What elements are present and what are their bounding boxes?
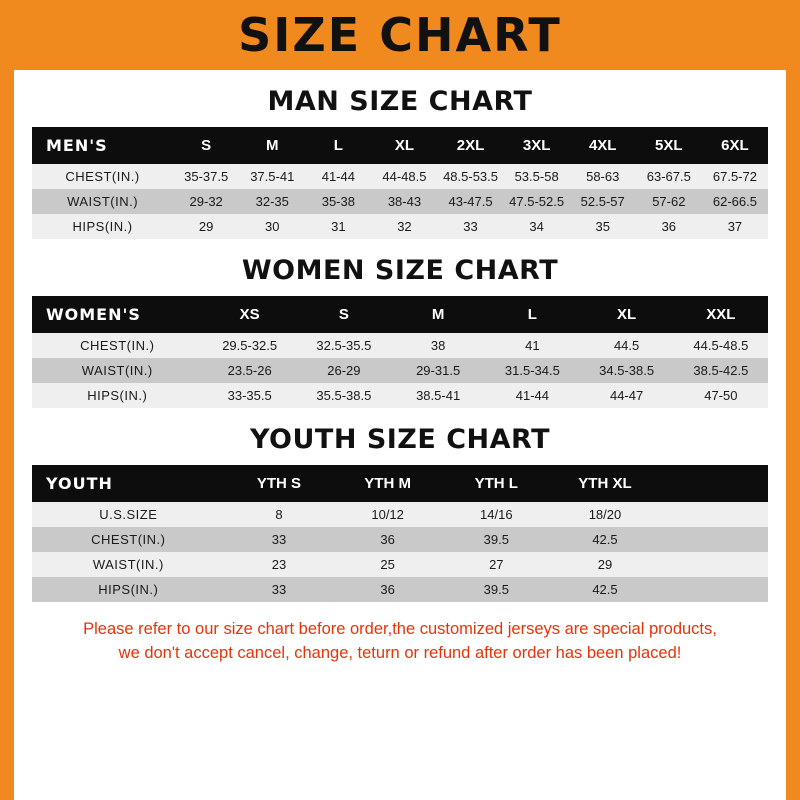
youth-waist-m: 25 [333,552,442,577]
youth-header-spacer [659,465,768,502]
table-row [32,214,768,239]
men-waist-4xl: 52.5-57 [570,189,636,214]
footer-note-line2: we don't accept cancel, change, teturn or refund after order has been placed! [118,643,682,662]
youth-header-xl: YTH XL [551,465,660,502]
men-header-3xl: 3XL [504,127,570,164]
women-size-table [32,296,768,408]
men-hips-l: 31 [305,214,371,239]
men-waist-l: 35-38 [305,189,371,214]
men-waist-5xl: 57-62 [636,189,702,214]
women-chest-s: 32.5-35.5 [297,333,391,358]
youth-chest-label: CHEST(IN.) [32,527,225,552]
women-chest-m: 38 [391,333,485,358]
women-hips-xl: 44-47 [579,383,673,408]
women-header-xl: XL [579,296,673,333]
youth-ussize-xl: 18/20 [551,502,660,527]
youth-hips-l: 39.5 [442,577,551,602]
table-row [32,164,768,189]
men-chest-5xl: 63-67.5 [636,164,702,189]
women-header-label: WOMEN'S [32,296,203,333]
youth-hips-spacer [659,577,768,602]
women-header-xxl: XXL [674,296,768,333]
women-chest-xxl: 44.5-48.5 [674,333,768,358]
women-hips-label: HIPS(IN.) [32,383,203,408]
page-banner [14,0,786,70]
women-chest-l: 41 [485,333,579,358]
men-hips-label: HIPS(IN.) [32,214,173,239]
men-hips-4xl: 35 [570,214,636,239]
youth-ussize-l: 14/16 [442,502,551,527]
women-header-s: S [297,296,391,333]
men-table-header [32,127,768,164]
women-waist-xxl: 38.5-42.5 [674,358,768,383]
men-header-s: S [173,127,239,164]
table-row [32,333,768,358]
footer-note-line1: Please refer to our size chart before order,the customized jerseys are special products, [83,620,717,638]
women-hips-xxl: 47-50 [674,383,768,408]
youth-ussize-spacer [659,502,768,527]
table-header-row [32,465,768,502]
men-chest-s: 35-37.5 [173,164,239,189]
women-header-xs: XS [203,296,297,333]
men-hips-5xl: 36 [636,214,702,239]
youth-chest-spacer [659,527,768,552]
men-waist-6xl: 62-66.5 [702,189,768,214]
men-chest-label: CHEST(IN.) [32,164,173,189]
women-waist-xl: 34.5-38.5 [579,358,673,383]
men-header-label: MEN'S [32,127,173,164]
men-waist-2xl: 43-47.5 [437,189,503,214]
women-table-header [32,296,768,333]
women-waist-s: 26-29 [297,358,391,383]
women-waist-l: 31.5-34.5 [485,358,579,383]
men-header-xl: XL [371,127,437,164]
men-header-2xl: 2XL [437,127,503,164]
youth-chest-s: 33 [225,527,334,552]
men-waist-3xl: 47.5-52.5 [504,189,570,214]
youth-ussize-label: U.S.SIZE [32,502,225,527]
youth-chest-l: 39.5 [442,527,551,552]
women-waist-label: WAIST(IN.) [32,358,203,383]
youth-hips-label: HIPS(IN.) [32,577,225,602]
men-chest-m: 37.5-41 [239,164,305,189]
table-row [32,552,768,577]
women-header-m: M [391,296,485,333]
men-hips-s: 29 [173,214,239,239]
chart-content [14,86,786,666]
men-header-5xl: 5XL [636,127,702,164]
men-waist-s: 29-32 [173,189,239,214]
youth-waist-label: WAIST(IN.) [32,552,225,577]
youth-waist-xl: 29 [551,552,660,577]
youth-hips-xl: 42.5 [551,577,660,602]
men-hips-m: 30 [239,214,305,239]
women-hips-xs: 33-35.5 [203,383,297,408]
youth-waist-s: 23 [225,552,334,577]
men-chest-2xl: 48.5-53.5 [437,164,503,189]
men-hips-xl: 32 [371,214,437,239]
table-row [32,577,768,602]
table-row [32,527,768,552]
youth-chest-m: 36 [333,527,442,552]
men-hips-2xl: 33 [437,214,503,239]
women-waist-xs: 23.5-26 [203,358,297,383]
women-hips-m: 38.5-41 [391,383,485,408]
men-header-l: L [305,127,371,164]
men-chest-4xl: 58-63 [570,164,636,189]
section-title-men: MAN SIZE CHART [267,86,533,117]
youth-chest-xl: 42.5 [551,527,660,552]
table-row [32,189,768,214]
youth-ussize-m: 10/12 [333,502,442,527]
table-row [32,358,768,383]
youth-size-table [32,465,768,602]
women-chest-xl: 44.5 [579,333,673,358]
section-title-youth: YOUTH SIZE CHART [249,424,551,455]
section-youth [32,424,768,602]
men-header-4xl: 4XL [570,127,636,164]
men-size-table [32,127,768,239]
table-row [32,383,768,408]
men-chest-l: 41-44 [305,164,371,189]
men-chest-3xl: 53.5-58 [504,164,570,189]
youth-hips-s: 33 [225,577,334,602]
footer-note [32,618,768,666]
women-table-body [32,333,768,408]
youth-table-header [32,465,768,502]
youth-header-s: YTH S [225,465,334,502]
youth-ussize-s: 8 [225,502,334,527]
youth-waist-l: 27 [442,552,551,577]
youth-header-l: YTH L [442,465,551,502]
table-header-row [32,296,768,333]
men-hips-6xl: 37 [702,214,768,239]
youth-table-body [32,502,768,602]
section-title-women: WOMEN SIZE CHART [241,255,559,286]
women-waist-m: 29-31.5 [391,358,485,383]
men-header-6xl: 6XL [702,127,768,164]
men-waist-xl: 38-43 [371,189,437,214]
youth-header-m: YTH M [333,465,442,502]
men-table-body [32,164,768,239]
youth-header-label: YOUTH [32,465,225,502]
men-waist-label: WAIST(IN.) [32,189,173,214]
women-chest-label: CHEST(IN.) [32,333,203,358]
men-chest-6xl: 67.5-72 [702,164,768,189]
men-header-m: M [239,127,305,164]
section-men [32,86,768,239]
table-row [32,502,768,527]
men-chest-xl: 44-48.5 [371,164,437,189]
women-chest-xs: 29.5-32.5 [203,333,297,358]
men-waist-m: 32-35 [239,189,305,214]
women-header-l: L [485,296,579,333]
section-women [32,255,768,408]
men-hips-3xl: 34 [504,214,570,239]
women-hips-l: 41-44 [485,383,579,408]
youth-hips-m: 36 [333,577,442,602]
page-title: SIZE CHART [238,8,562,62]
table-header-row [32,127,768,164]
youth-waist-spacer [659,552,768,577]
women-hips-s: 35.5-38.5 [297,383,391,408]
